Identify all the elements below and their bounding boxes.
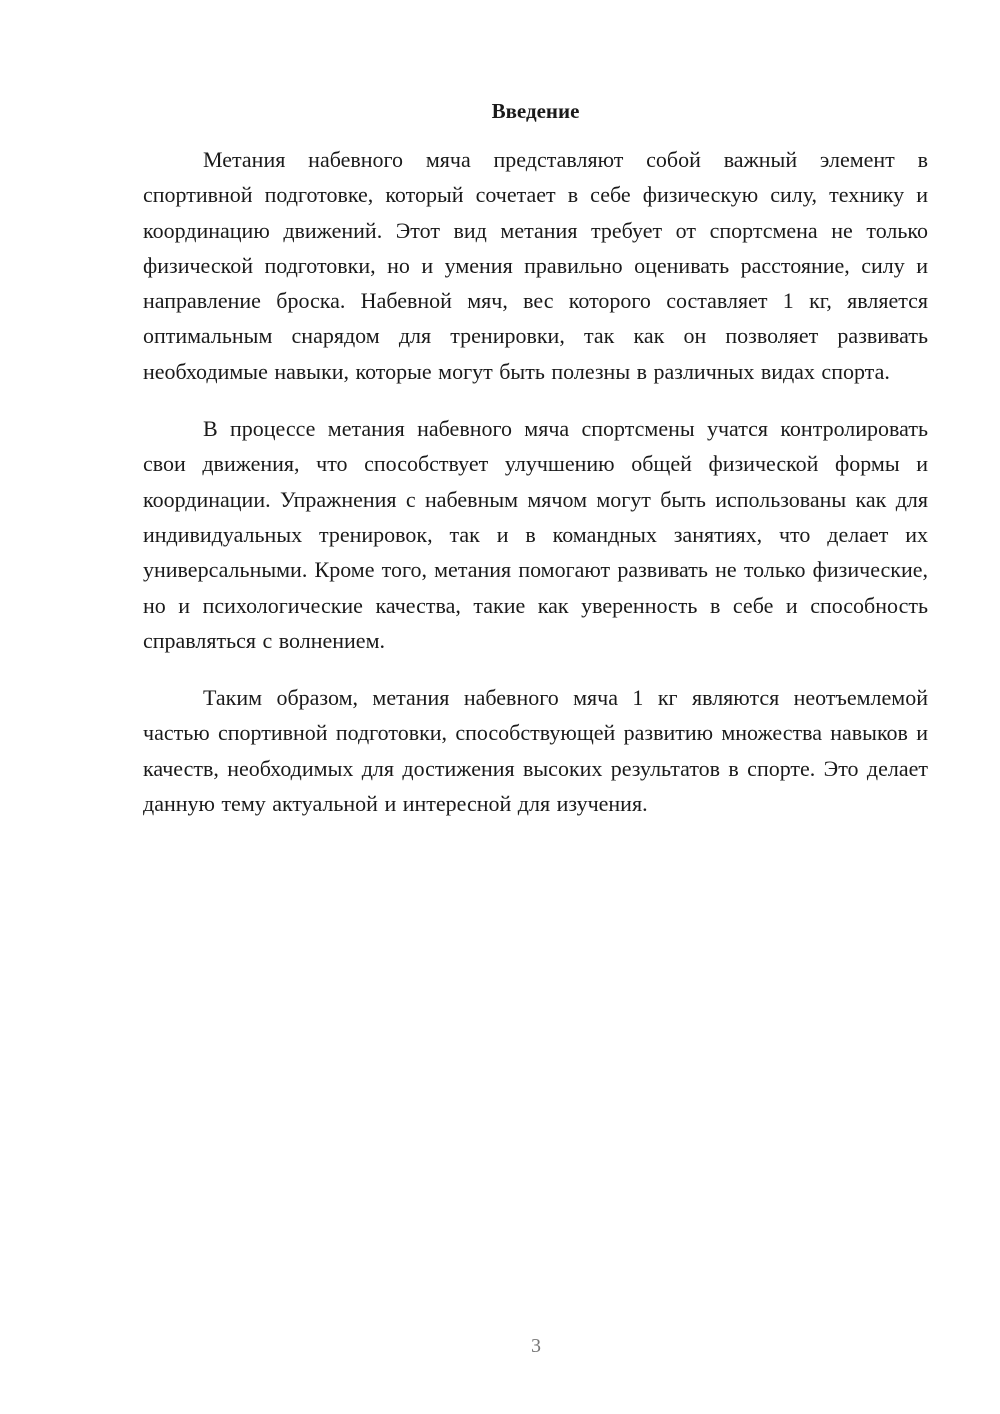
paragraph-1: Метания набевного мяча представляют собой важный элемент в спортивной подготовке, который сочетает в себе физическую силу, технику и координацию движений. Этот вид метания требует от спортсмена не только физической подготовки, но и умения правильно оценивать расстояние, силу и направление броска. Набевной мяч, вес которого составляет 1 кг, является оптимальным снарядом для тренировки, так как он позволяет развивать необходимые навыки, которые могут быть полезны в различных видах спорта. [143,147,928,384]
body-text [143,142,928,843]
page-number: 3 [531,1335,541,1357]
paragraph-3: Таким образом, метания набевного мяча 1 кг являются неотъемлемой частью спортивной подготовки, способствующей развитию множества навыков и качеств, необходимых для достижения высоких результатов в спорте. Это делает данную тему актуальной и интересной для изучения. [143,685,928,817]
section-title: Введение [491,99,580,123]
paragraph-2: В процессе метания набевного мяча спортсмены учатся контролировать свои движения, что способствует улучшению общей физической формы и координации. Упражнения с набевным мячом могут быть использованы как для индивидуальных тренировок, так и в командных занятиях, что делает их универсальными. Кроме того, метания помогают развивать не только физические, но и психологические качества, такие как уверенность в себе и способность справляться с волнением. [143,416,928,653]
